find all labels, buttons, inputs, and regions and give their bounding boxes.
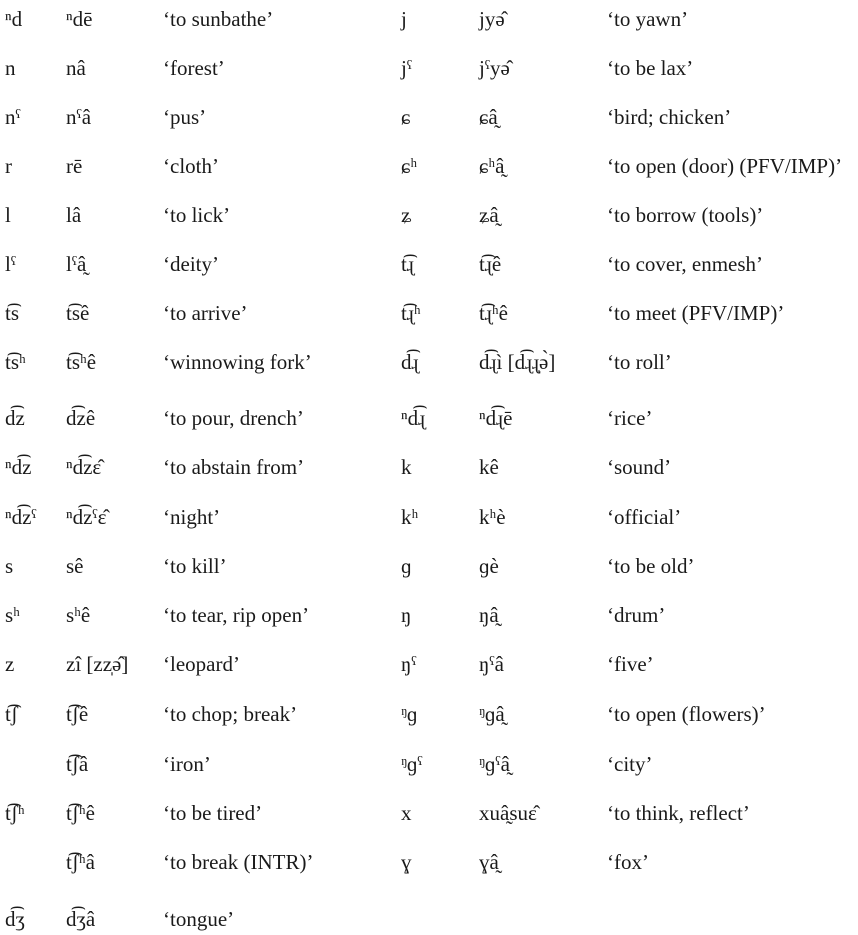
segment-cell: t͡ɻʰ bbox=[401, 301, 421, 325]
segment-cell: ᵑɡ bbox=[401, 702, 418, 726]
example-word: nâ bbox=[66, 56, 86, 80]
table-row bbox=[0, 846, 858, 878]
gloss-cell: ‘drum’ bbox=[607, 603, 666, 627]
gloss-cell: ‘to tear, rip open’ bbox=[163, 603, 310, 627]
gloss-cell: ‘to lick’ bbox=[163, 203, 231, 227]
segment-cell: t͡ɻ bbox=[401, 252, 414, 276]
segment-cell: s bbox=[5, 554, 14, 578]
example-word: jˤyə̂ bbox=[479, 56, 510, 80]
example-word: jyə̂ bbox=[479, 7, 505, 31]
example-word: lˤâ̰ bbox=[66, 252, 87, 276]
gloss-cell: ‘to meet (PFV/IMP)’ bbox=[607, 301, 785, 325]
gloss-cell: ‘to roll’ bbox=[607, 350, 672, 374]
table-row bbox=[0, 501, 858, 533]
example-word: zî [zz̩ə̂] bbox=[66, 652, 129, 676]
gloss-cell: ‘bird; chicken’ bbox=[607, 105, 732, 129]
gloss-cell: ‘forest’ bbox=[163, 56, 225, 80]
gloss-cell: ‘deity’ bbox=[163, 252, 219, 276]
segment-cell: r bbox=[5, 154, 12, 178]
example-word: t͡sʰê bbox=[66, 350, 97, 374]
table-row bbox=[0, 748, 858, 780]
example-word: d͡ɻì [d͡ɻɻ̩ə̀] bbox=[479, 350, 556, 374]
gloss-cell: ‘to yawn’ bbox=[607, 7, 689, 31]
gloss-cell: ‘to chop; break’ bbox=[163, 702, 298, 726]
table-row bbox=[0, 599, 858, 631]
table-row bbox=[0, 550, 858, 582]
gloss-cell: ‘sound’ bbox=[607, 455, 672, 479]
example-word: t͡ʃʰâ bbox=[66, 850, 95, 874]
segment-cell: z bbox=[5, 652, 15, 676]
gloss-cell: ‘to be tired’ bbox=[163, 801, 263, 825]
segment-cell: ⁿd bbox=[5, 7, 23, 31]
segment-cell: ɕʰ bbox=[401, 154, 418, 178]
gloss-cell: ‘official’ bbox=[607, 505, 682, 529]
table-row bbox=[0, 150, 858, 182]
table-row bbox=[0, 402, 858, 434]
table-row bbox=[0, 52, 858, 84]
example-word: ʑâ̰ bbox=[479, 203, 499, 227]
segment-cell: ŋ bbox=[401, 603, 412, 627]
example-word: ⁿdē bbox=[66, 7, 93, 31]
gloss-cell: ‘to kill’ bbox=[163, 554, 227, 578]
table-row bbox=[0, 297, 858, 329]
segment-cell: kʰ bbox=[401, 505, 419, 529]
gloss-cell: ‘to open (door) (PFV/IMP)’ bbox=[607, 154, 843, 178]
example-word: t͡ɻʰê bbox=[479, 301, 508, 325]
segment-cell: ɣ bbox=[401, 850, 412, 874]
gloss-cell: ‘to think, reflect’ bbox=[607, 801, 750, 825]
example-word: ⁿd͡zɛ̂ bbox=[66, 455, 102, 479]
gloss-cell: ‘to be old’ bbox=[607, 554, 695, 578]
example-word: ɡè bbox=[479, 554, 499, 578]
example-word: ᵑɡâ̰ bbox=[479, 702, 505, 726]
gloss-cell: ‘rice’ bbox=[607, 406, 653, 430]
table-row bbox=[0, 451, 858, 483]
segment-cell: ŋˤ bbox=[401, 652, 417, 676]
example-word: d͡zê bbox=[66, 406, 96, 430]
table-row bbox=[0, 346, 858, 378]
gloss-cell: ‘to borrow (tools)’ bbox=[607, 203, 764, 227]
gloss-cell: ‘to open (flowers)’ bbox=[607, 702, 766, 726]
segment-cell: ⁿd͡ɻ bbox=[401, 406, 426, 430]
gloss-cell: ‘to be lax’ bbox=[607, 56, 694, 80]
example-word: t͡ʃʰê bbox=[66, 801, 95, 825]
gloss-cell: ‘to sunbathe’ bbox=[163, 7, 274, 31]
example-word: ᵑɡˤâ̰ bbox=[479, 752, 510, 776]
example-word: lâ bbox=[66, 203, 82, 227]
example-word: d͡ʒâ bbox=[66, 907, 96, 931]
gloss-cell: ‘pus’ bbox=[163, 105, 207, 129]
table-row bbox=[0, 903, 858, 935]
example-word: ⁿd͡ɻē bbox=[479, 406, 513, 430]
example-word: t͡ʃâ bbox=[66, 752, 89, 776]
segment-cell: d͡ɻ bbox=[401, 350, 419, 374]
segment-cell: x bbox=[401, 801, 412, 825]
segment-cell: n bbox=[5, 56, 16, 80]
table-row bbox=[0, 248, 858, 280]
segment-cell: nˤ bbox=[5, 105, 21, 129]
segment-cell: ʑ bbox=[401, 203, 412, 227]
segment-cell: ⁿd͡zˤ bbox=[5, 505, 37, 529]
example-word: rē bbox=[66, 154, 83, 178]
segment-cell: ⁿd͡z bbox=[5, 455, 32, 479]
example-word: t͡sê bbox=[66, 301, 90, 325]
example-word: kê bbox=[479, 455, 499, 479]
gloss-cell: ‘leopard’ bbox=[163, 652, 240, 676]
example-word: t͡ɻê bbox=[479, 252, 502, 276]
example-word: sʰê bbox=[66, 603, 91, 627]
example-word: nˤâ bbox=[66, 105, 92, 129]
segment-cell: l bbox=[5, 203, 11, 227]
segment-cell: k bbox=[401, 455, 412, 479]
example-word: ŋˤâ bbox=[479, 652, 504, 676]
table-row bbox=[0, 797, 858, 829]
segment-cell: d͡ʒ bbox=[5, 907, 25, 931]
segment-cell: j bbox=[401, 7, 407, 31]
example-word: t͡ʃê bbox=[66, 702, 89, 726]
gloss-cell: ‘to abstain from’ bbox=[163, 455, 305, 479]
table-row bbox=[0, 648, 858, 680]
segment-cell: t͡ʃʰ bbox=[5, 801, 25, 825]
gloss-cell: ‘city’ bbox=[607, 752, 653, 776]
segment-cell: lˤ bbox=[5, 252, 17, 276]
segment-cell: jˤ bbox=[401, 56, 413, 80]
example-word: sê bbox=[66, 554, 84, 578]
segment-cell: t͡s bbox=[5, 301, 20, 325]
gloss-cell: ‘winnowing fork’ bbox=[163, 350, 312, 374]
example-word: ŋâ̰ bbox=[479, 603, 499, 627]
segment-cell: ɕ bbox=[401, 105, 411, 129]
segment-cell: d͡z bbox=[5, 406, 25, 430]
gloss-cell: ‘to break (INTR)’ bbox=[163, 850, 314, 874]
example-word: ɕâ̰ bbox=[479, 105, 498, 129]
segment-cell: t͡ʃ bbox=[5, 702, 18, 726]
segment-cell: t͡sʰ bbox=[5, 350, 26, 374]
gloss-cell: ‘cloth’ bbox=[163, 154, 219, 178]
table-row bbox=[0, 199, 858, 231]
segment-cell: sʰ bbox=[5, 603, 20, 627]
gloss-cell: ‘five’ bbox=[607, 652, 654, 676]
gloss-cell: ‘to pour, drench’ bbox=[163, 406, 304, 430]
gloss-cell: ‘iron’ bbox=[163, 752, 211, 776]
table-row bbox=[0, 101, 858, 133]
table-row bbox=[0, 698, 858, 730]
gloss-cell: ‘night’ bbox=[163, 505, 221, 529]
table-row bbox=[0, 3, 858, 35]
example-word: kʰè bbox=[479, 505, 506, 529]
example-word: ɣâ̰ bbox=[479, 850, 499, 874]
segment-cell: ɡ bbox=[401, 554, 412, 578]
gloss-cell: ‘tongue’ bbox=[163, 907, 235, 931]
gloss-cell: ‘to arrive’ bbox=[163, 301, 248, 325]
gloss-cell: ‘to cover, enmesh’ bbox=[607, 252, 764, 276]
segment-cell: ᵑɡˤ bbox=[401, 752, 423, 776]
gloss-cell: ‘fox’ bbox=[607, 850, 649, 874]
example-word: xuâ̰suɛ̂ bbox=[479, 801, 537, 825]
example-word: ɕʰâ̰ bbox=[479, 154, 505, 178]
example-word: ⁿd͡zˤɛ̂ bbox=[66, 505, 107, 529]
